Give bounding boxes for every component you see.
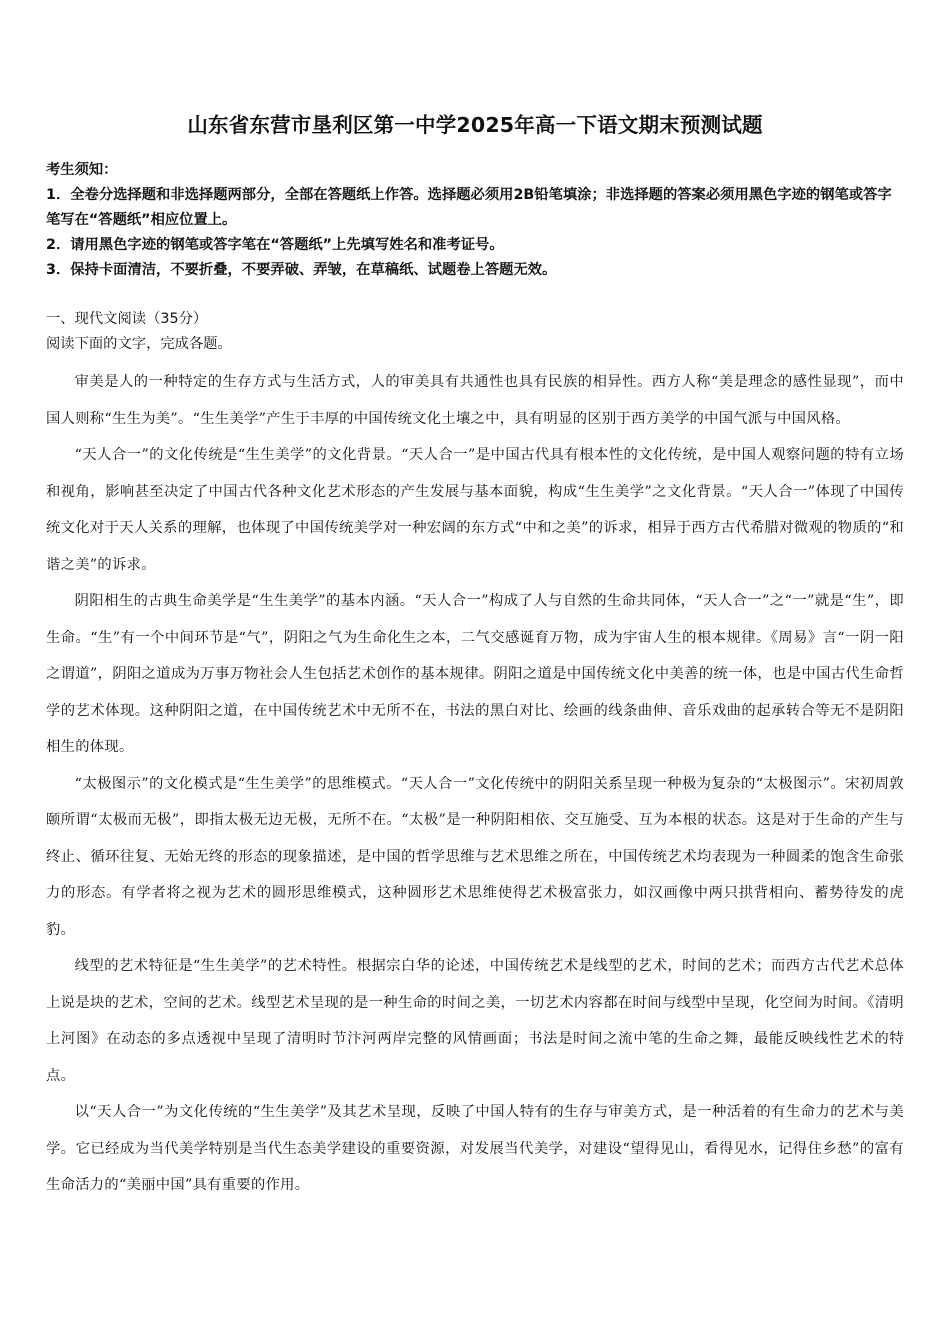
notice-item-2: 2．请用黑色字迹的钢笔或答字笔在“答题纸”上先填写姓名和准考证号。 (46, 237, 504, 253)
candidate-notice (46, 158, 904, 283)
section-title: 一、现代文阅读（35分） (46, 311, 208, 327)
notice-item-1: 1．全卷分选择题和非选择题两部分，全部在答题纸上作答。选择题必须用2B铅笔填涂；非选择题的答案必须用黑色字迹的钢笔或答字笔写在“答题纸”相应位置上。 (46, 187, 892, 228)
passage-paragraph-5: 线型的艺术特征是“生生美学”的艺术特性。根据宗白华的论述，中国传统艺术是线型的艺术，时间的艺术；而西方古代艺术总体上说是块的艺术，空间的艺术。线型艺术呈现的是一种生命的时间之美，一切艺术内容都在时间与线型中呈现，化空间为时间。《清明上河图》在动态的多点透视中呈现了清明时节汴河两岸完整的风情画面；书法是时间之流中笔的生命之舞，最能反映线性艺术的特点。 (46, 958, 904, 1084)
exam-title: 山东省东营市垦利区第一中学2025年高一下语文期末预测试题 (187, 113, 763, 137)
notice-item-3: 3．保持卡面清洁，不要折叠，不要弄破、弄皱，在草稿纸、试题卷上答题无效。 (46, 262, 557, 278)
notice-heading: 考生须知： (46, 162, 118, 178)
passage-paragraph-4: “太极图示”的文化模式是“生生美学”的思维模式。“天人合一”文化传统中的阴阳关系呈现一种极为复杂的“太极图示”。宋初周敦颐所谓“太极而无极”，即指太极无边无极，无所不在。“太极”是一种阴阳相依、交互施受、互为本根的状态。这是对于生命的产生与终止、循环往复、无始无终的形态的现象描述，是中国的哲学思维与艺术思维之所在，中国传统艺术均表现为一种圆柔的饱含生命张力的形态。有学者将之视为艺术的圆形思维模式，这种圆形艺术思维使得艺术极富张力，如汉画像中两只拱背相向、蓄势待发的虎豹。 (46, 775, 904, 938)
document-page (46, 108, 904, 1204)
reading-passage (46, 364, 904, 1204)
passage-paragraph-2: “天人合一”的文化传统是“生生美学”的文化背景。“天人合一”是中国古代具有根本性的文化传统，是中国人观察问题的特有立场和视角，影响甚至决定了中国古代各种文化艺术形态的产生发展与基本面貌，构成“生生美学”之文化背景。“天人合一”体现了中国传统文化对于天人关系的理解，也体现了中国传统美学对一种宏阔的东方式“中和之美”的诉求，相异于西方古代希腊对微观的物质的“和谐之美”的诉求。 (46, 447, 904, 573)
passage-paragraph-3: 阴阳相生的古典生命美学是“生生美学”的基本内涵。“天人合一”构成了人与自然的生命共同体，“天人合一”之“一”就是“生”，即生命。“生”有一个中间环节是“气”，阴阳之气为生命化生之本，二气交感诞育万物，成为宇宙人生的根本规律。《周易》言“一阴一阳之谓道”，阴阳之道成为万事万物社会人生包括艺术创作的基本规律。阴阳之道是中国传统文化中美善的统一体，也是中国古代生命哲学的艺术体现。这种阴阳之道，在中国传统艺术中无所不在，书法的黑白对比、绘画的线条曲伸、音乐戏曲的起承转合等无不是阴阳相生的体现。 (46, 593, 904, 755)
reading-instruction: 阅读下面的文字，完成各题。 (46, 336, 232, 352)
passage-paragraph-6: 以“天人合一”为文化传统的“生生美学”及其艺术呈现，反映了中国人特有的生存与审美方式，是一种活着的有生命力的艺术与美学。它已经成为当代美学特别是当代生态美学建设的重要资源，对发展当代美学，对建设“望得见山，看得见水，记得住乡愁”的富有生命活力的“美丽中国”具有重要的作用。 (46, 1104, 904, 1193)
passage-paragraph-1: 审美是人的一种特定的生存方式与生活方式，人的审美具有共通性也具有民族的相异性。西方人称“美是理念的感性显现”，而中国人则称“生生为美”。“生生美学”产生于丰厚的中国传统文化土壤之中，具有明显的区别于西方美学的中国气派与中国风格。 (46, 374, 904, 427)
